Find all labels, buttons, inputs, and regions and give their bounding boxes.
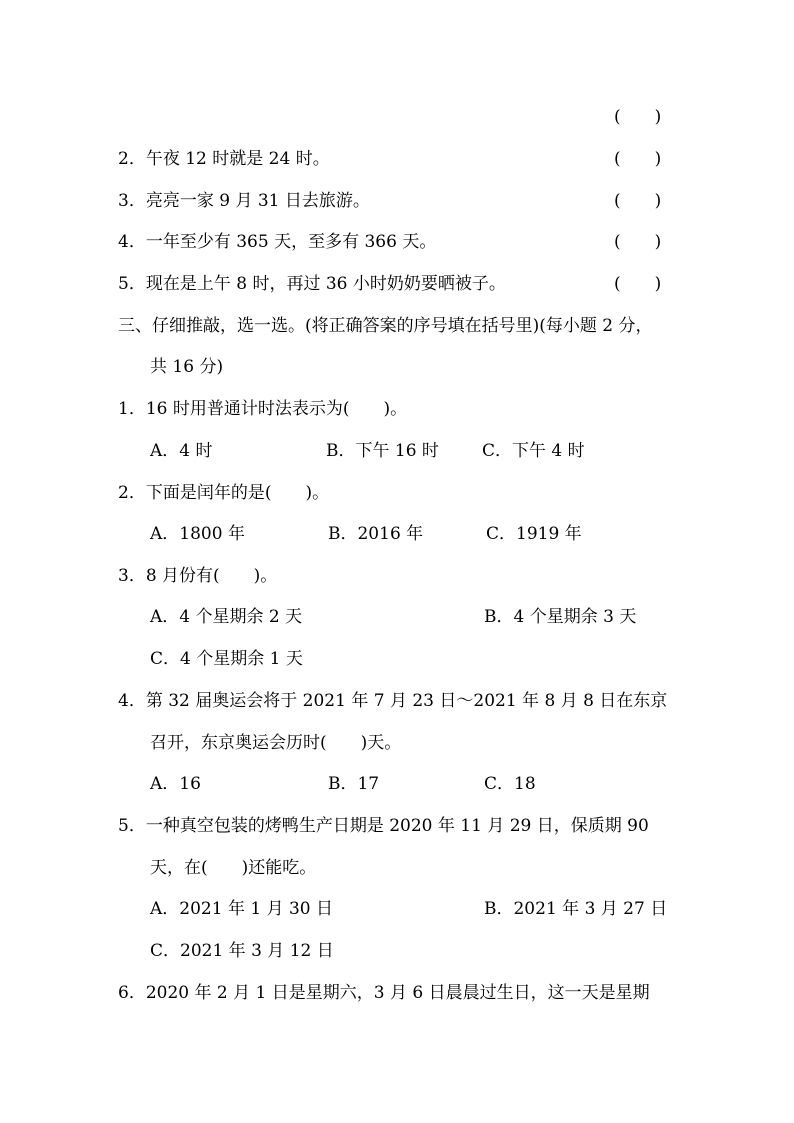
answer-paren: ( ) [614, 191, 662, 211]
item-number: 3． [118, 191, 146, 211]
option-b: B．2016 年 [328, 524, 424, 544]
item-number: 2． [118, 149, 146, 169]
answer-paren: ( ) [614, 107, 662, 127]
option-a: A．4 个星期余 2 天 [150, 607, 303, 627]
judge-item [118, 190, 370, 212]
question-stem: 6．2020 年 2 月 1 日是星期六，3 月 6 日晨晨过生日，这一天是星期 [118, 983, 650, 1003]
option-c: C．下午 4 时 [482, 441, 585, 461]
item-text: 现在是上午 8 时，再过 36 小时奶奶要晒被子。 [145, 274, 506, 294]
option-b: B．4 个星期余 3 天 [484, 607, 637, 627]
judge-item [118, 273, 506, 295]
question-stem-cont: 召开，东京奥运会历时( )天。 [150, 733, 402, 753]
option-b: B．17 [328, 774, 380, 794]
option-b: B．2021 年 3 月 27 日 [484, 899, 668, 919]
item-text: 一年至少有 365 天，至多有 366 天。 [145, 232, 437, 252]
answer-paren: ( ) [614, 274, 662, 294]
option-c: C．4 个星期余 1 天 [150, 649, 303, 669]
option-a: A．2021 年 1 月 30 日 [150, 899, 334, 919]
option-a: A．1800 年 [150, 524, 245, 544]
question-stem: 1．16 时用普通计时法表示为( )。 [118, 399, 408, 419]
answer-paren: ( ) [614, 149, 662, 169]
section-heading: 三、仔细推敲，选一选。(将正确答案的序号填在括号里)(每小题 2 分， [118, 316, 653, 336]
item-number: 5． [118, 274, 146, 294]
section-heading-cont: 共 16 分) [150, 357, 224, 377]
judge-item [118, 148, 330, 170]
option-c: C．1919 年 [486, 524, 582, 544]
option-b: B．下午 16 时 [326, 441, 439, 461]
option-c: C．18 [484, 774, 536, 794]
option-a: A．16 [150, 774, 201, 794]
option-c: C．2021 年 3 月 12 日 [150, 941, 334, 961]
question-stem: 4．第 32 届奥运会将于 2021 年 7 月 23 日～2021 年 8 月 8 日在东京 [118, 691, 668, 711]
question-stem-cont: 天，在( )还能吃。 [150, 858, 317, 878]
option-a: A．4 时 [150, 441, 213, 461]
item-text: 午夜 12 时就是 24 时。 [145, 149, 330, 169]
question-stem: 5．一种真空包装的烤鸭生产日期是 2020 年 11 月 29 日，保质期 90 [118, 816, 649, 836]
answer-paren: ( ) [614, 232, 662, 252]
item-number: 4． [118, 232, 146, 252]
item-text: 亮亮一家 9 月 31 日去旅游。 [145, 191, 370, 211]
question-stem: 2．下面是闰年的是( )。 [118, 483, 330, 503]
judge-item [118, 231, 436, 253]
question-stem: 3．8 月份有( )。 [118, 566, 278, 586]
